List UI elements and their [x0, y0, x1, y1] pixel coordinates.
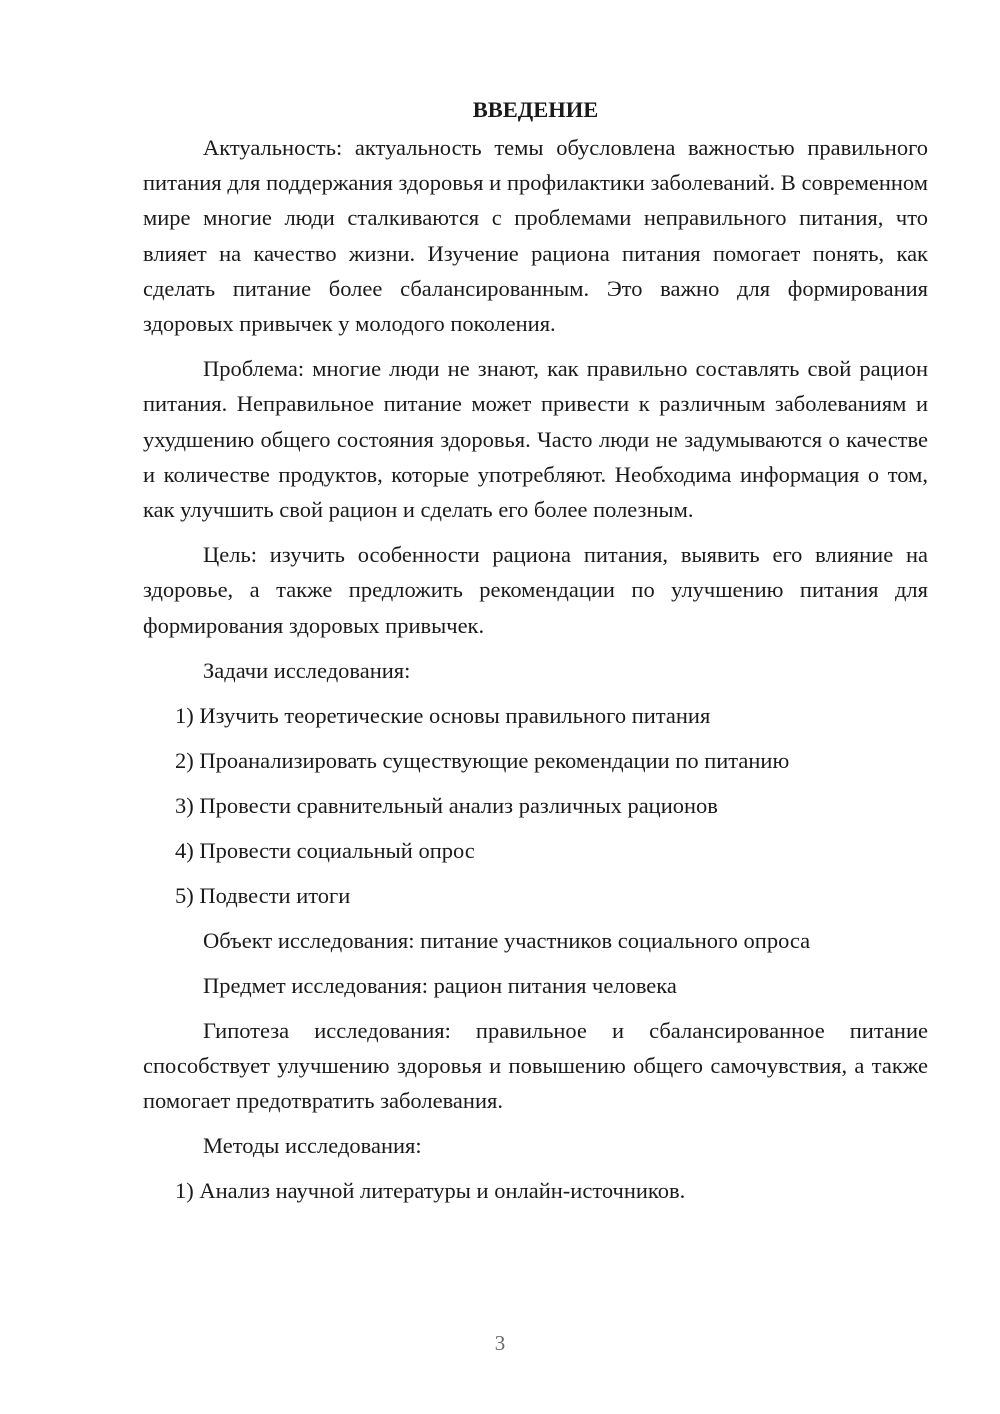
- hypothesis-paragraph: Гипотеза исследования: правильное и сбалансированное питание способствует улучшению здоровья и повышению общего самочувствия, а также помогает предотвратить заболевания.: [143, 1017, 928, 1114]
- section-title: ВВЕДЕНИЕ: [472, 97, 599, 122]
- methods-heading: Методы исследования:: [203, 1133, 422, 1159]
- task-item: 1) Изучить теоретические основы правильного питания: [175, 702, 711, 728]
- page-number: 3: [494, 1331, 506, 1355]
- task-item: 3) Провести сравнительный анализ различных рационов: [175, 792, 718, 818]
- page-content: [143, 92, 928, 1218]
- task-item: 4) Провести социальный опрос: [175, 837, 475, 863]
- method-item: 1) Анализ научной литературы и онлайн-источников.: [175, 1178, 686, 1204]
- research-subject: Предмет исследования: рацион питания человека: [203, 972, 677, 998]
- problem-paragraph: Проблема: многие люди не знают, как правильно составлять свой рацион питания. Неправильное питание может привести к различным заболеваниям и ухудшению общего состояния здоровья. Часто люди не задумываются о качестве и количестве продуктов, которые употребляют. Необходима информация о том, как улучшить свой рацион и сделать его более полезным.: [143, 356, 928, 523]
- task-item: 5) Подвести итоги: [175, 882, 351, 908]
- research-object: Объект исследования: питание участников социального опроса: [203, 927, 811, 953]
- relevance-paragraph: Актуальность: актуальность темы обусловлена важностью правильного питания для поддержания здоровья и профилактики заболеваний. В современном мире многие люди сталкиваются с проблемами неправильного питания, что влияет на качество жизни. Изучение рациона питания помогает понять, как сделать питание более сбалансированным. Это важно для формирования здоровых привычек у молодого поколения.: [143, 135, 928, 337]
- tasks-heading: Задачи исследования:: [203, 657, 411, 683]
- task-item: 2) Проанализировать существующие рекомендации по питанию: [175, 747, 790, 773]
- goal-paragraph: Цель: изучить особенности рациона питания, выявить его влияние на здоровье, а также предложить рекомендации по улучшению питания для формирования здоровых привычек.: [143, 542, 928, 638]
